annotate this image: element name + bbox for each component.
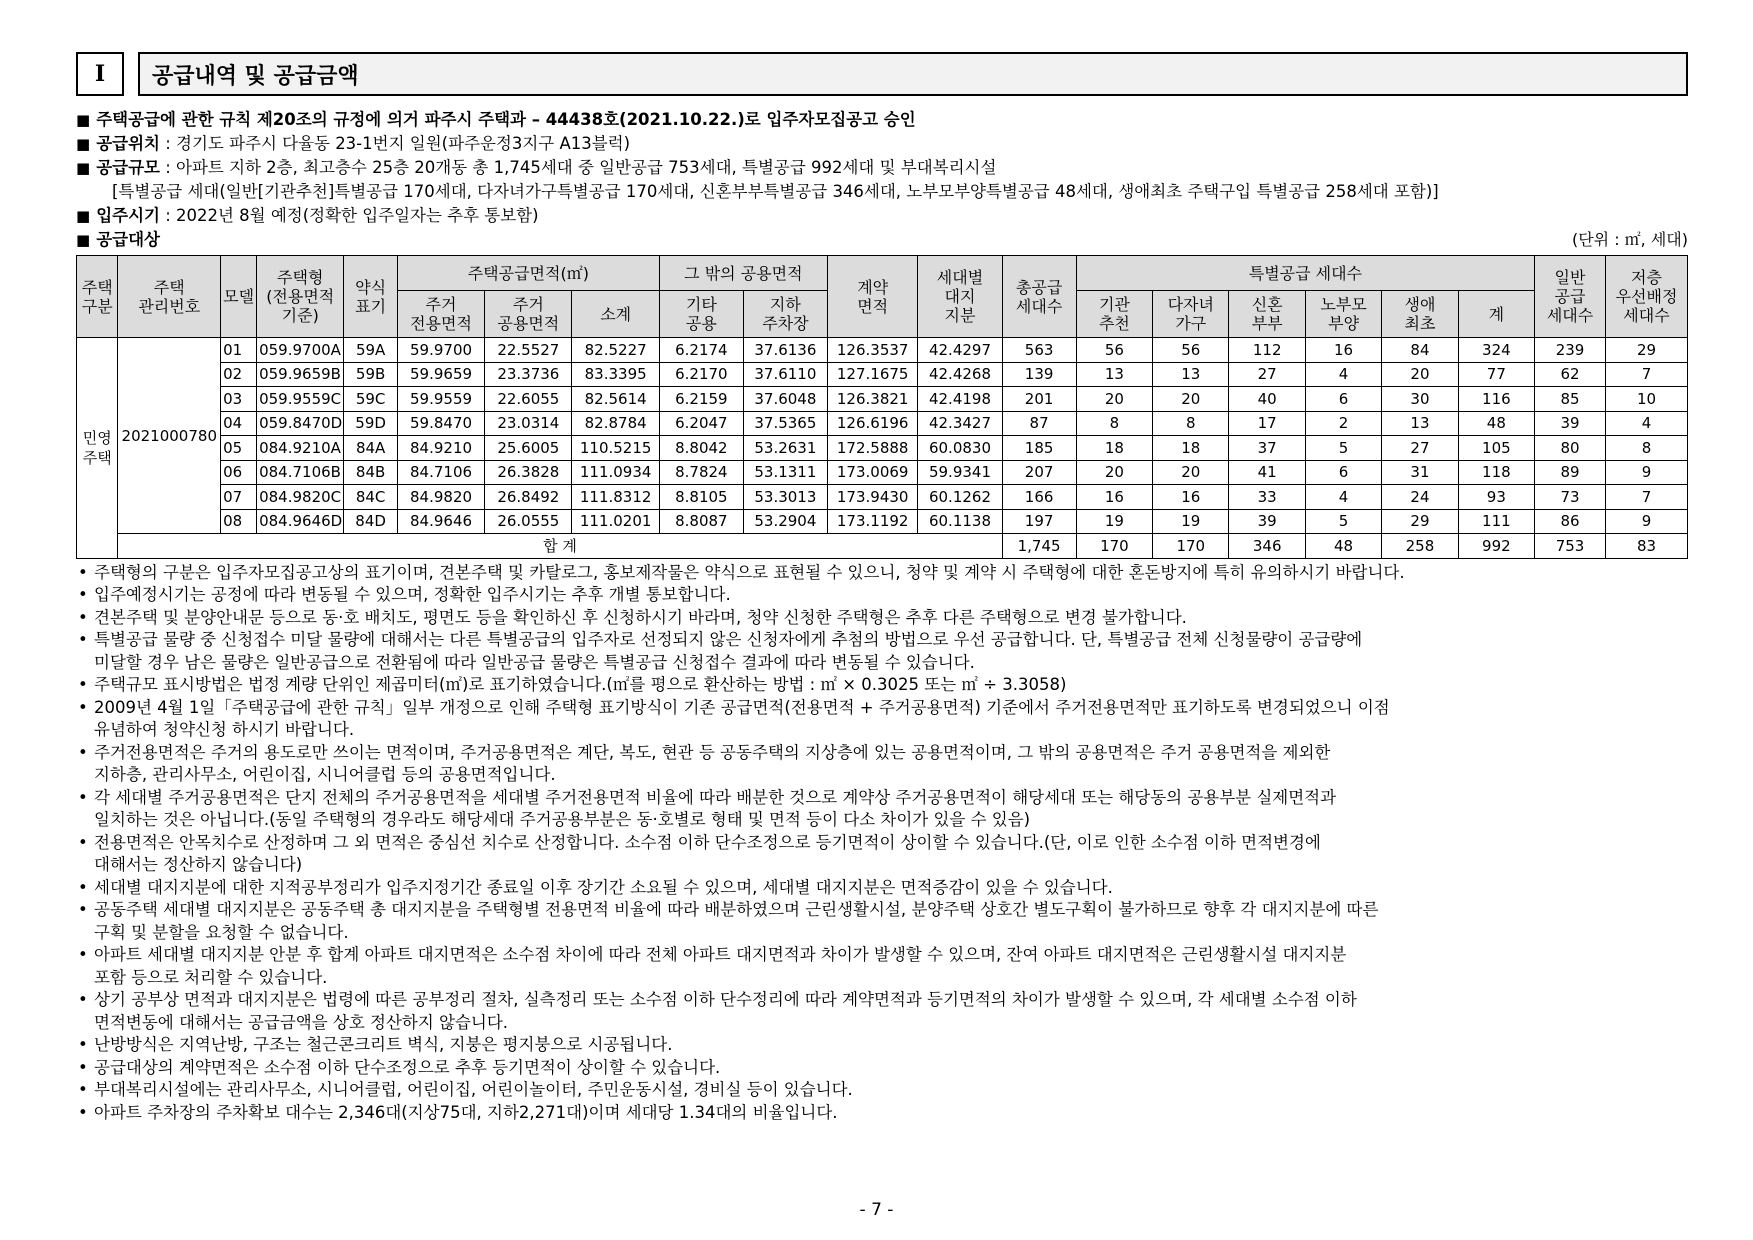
table-cell: 8.8105 — [659, 485, 743, 510]
table-cell: 37.5365 — [743, 411, 827, 436]
note-item: • 2009년 4월 1일「주택공급에 관한 규칙」일부 개정으로 인해 주택형 표기방식이 기존 공급면적(전용면적 + 주거공용면적) 기준에서 주거전용면적만 표기하도록 변경되었으니 이점 유념하여 청약신청 하시기 바랍니다. — [76, 697, 1688, 742]
table-cell: 166 — [1002, 485, 1076, 510]
table-cell: 13 — [1076, 362, 1152, 387]
table-cell: 59.9341 — [918, 460, 1002, 485]
table-cell: 30 — [1382, 387, 1458, 412]
table-cell: 6.2159 — [659, 387, 743, 412]
table-cell: 59B — [344, 362, 397, 387]
table-cell: 126.6196 — [827, 411, 918, 436]
supply-table — [76, 255, 1688, 559]
note-item: • 주택형의 구분은 입주자모집공고상의 표기이며, 견본주택 및 카탈로그, 홍보제작물은 약식으로 표현될 수 있으니, 청약 및 계약 시 주택형에 대한 혼돈방지에 특히 유의하시기 바랍니다. — [76, 562, 1688, 585]
total-cell: 992 — [1458, 534, 1534, 559]
table-cell: 29 — [1605, 338, 1687, 363]
table-cell: 111.0934 — [572, 460, 659, 485]
section-number: I — [76, 52, 124, 96]
table-cell: 27 — [1382, 436, 1458, 461]
header-total-supply: 총공급 세대수 — [1002, 256, 1076, 338]
header-model: 모델 — [221, 256, 257, 338]
table-cell: 53.1311 — [743, 460, 827, 485]
table-cell: 59C — [344, 387, 397, 412]
table-row — [77, 387, 1688, 412]
table-cell: 37 — [1229, 436, 1305, 461]
summary-scale — [76, 156, 1688, 180]
table-cell: 127.1675 — [827, 362, 918, 387]
unit-note: (단위 : ㎡, 세대) — [1571, 230, 1688, 249]
table-cell: 16 — [1305, 338, 1381, 363]
table-cell: 60.0830 — [918, 436, 1002, 461]
table-cell: 26.3828 — [485, 460, 572, 485]
notes-list — [76, 562, 1688, 1125]
table-cell: 8 — [1153, 411, 1229, 436]
table-cell: 20 — [1076, 460, 1152, 485]
summary-location — [76, 132, 1688, 156]
page-number: - 7 - — [859, 1200, 894, 1220]
summary-approval — [76, 108, 1688, 132]
table-cell: 4 — [1305, 362, 1381, 387]
header-excl: 주거 전용면적 — [397, 291, 484, 338]
table-cell: 13 — [1153, 362, 1229, 387]
table-cell: 111.8312 — [572, 485, 659, 510]
header-house-type: 주택 구분 — [77, 256, 118, 338]
table-body — [77, 338, 1688, 559]
note-item: • 난방방식은 지역난방, 구조는 철근콘크리트 벽식, 지붕은 평지붕으로 시공됩니다. — [76, 1034, 1688, 1057]
header-other-area: 그 밖의 공용면적 — [659, 256, 827, 291]
document-page — [76, 52, 1688, 1124]
header-low-floor: 저층 우선배정 세대수 — [1605, 256, 1687, 338]
table-cell: 48 — [1458, 411, 1534, 436]
header-parking: 지하 주차장 — [743, 291, 827, 338]
table-cell: 53.3013 — [743, 485, 827, 510]
table-cell: 7 — [1605, 485, 1687, 510]
table-cell: 93 — [1458, 485, 1534, 510]
table-cell: 118 — [1458, 460, 1534, 485]
table-cell: 9 — [1605, 509, 1687, 534]
table-cell: 04 — [221, 411, 257, 436]
table-cell: 126.3821 — [827, 387, 918, 412]
table-cell: 56 — [1153, 338, 1229, 363]
table-cell: 53.2631 — [743, 436, 827, 461]
table-cell: 111.0201 — [572, 509, 659, 534]
table-cell: 27 — [1229, 362, 1305, 387]
header-multi: 다자녀 가구 — [1153, 291, 1229, 338]
table-cell: 19 — [1153, 509, 1229, 534]
total-cell: 83 — [1605, 534, 1687, 559]
table-cell: 60.1138 — [918, 509, 1002, 534]
table-row — [77, 436, 1688, 461]
table-cell: 059.9700A — [257, 338, 344, 363]
table-row — [77, 509, 1688, 534]
table-cell: 8.7824 — [659, 460, 743, 485]
table-cell: 03 — [221, 387, 257, 412]
total-row — [77, 534, 1688, 559]
table-cell: 59.9559 — [397, 387, 484, 412]
total-cell: 170 — [1076, 534, 1152, 559]
table-row — [77, 485, 1688, 510]
table-header-row — [77, 256, 1688, 291]
table-cell: 59A — [344, 338, 397, 363]
table-cell: 22.5527 — [485, 338, 572, 363]
header-subtotal: 소계 — [572, 291, 659, 338]
header-sp-sum: 계 — [1458, 291, 1534, 338]
table-cell: 24 — [1382, 485, 1458, 510]
table-cell: 82.5227 — [572, 338, 659, 363]
table-cell: 084.9820C — [257, 485, 344, 510]
table-cell: 18 — [1153, 436, 1229, 461]
table-cell: 105 — [1458, 436, 1534, 461]
total-cell: 258 — [1382, 534, 1458, 559]
table-row — [77, 362, 1688, 387]
summary-movein — [76, 204, 1688, 228]
table-cell: 16 — [1076, 485, 1152, 510]
table-cell: 59D — [344, 411, 397, 436]
table-cell: 173.0069 — [827, 460, 918, 485]
header-general: 일반 공급 세대수 — [1535, 256, 1606, 338]
note-item: • 상기 공부상 면적과 대지지분은 법령에 따른 공부정리 절차, 실측정리 또는 소수점 이하 단수정리에 따라 계약면적과 등기면적의 차이가 발생할 수 있으며, 각 세대별 소수점 이하 면적변동에 대해서는 공급금액을 상호 정산하지 않습니다. — [76, 989, 1688, 1034]
total-cell: 753 — [1535, 534, 1606, 559]
table-cell: 41 — [1229, 460, 1305, 485]
mgmt-no-cell: 2021000780 — [118, 338, 221, 534]
table-cell: 42.4297 — [918, 338, 1002, 363]
movein-value: : 2022년 8월 예정(정확한 입주일자는 추후 통보함) — [159, 206, 539, 225]
table-cell: 26.8492 — [485, 485, 572, 510]
header-elder: 노부모 부양 — [1305, 291, 1381, 338]
table-cell: 53.2904 — [743, 509, 827, 534]
scale-value: : 아파트 지하 2층, 최고층수 25층 20개동 총 1,745세대 중 일반공급 753세대, 특별공급 992세대 및 부대복리시설 — [159, 158, 997, 177]
total-cell: 346 — [1229, 534, 1305, 559]
table-cell: 40 — [1229, 387, 1305, 412]
summary-target — [76, 228, 1688, 252]
note-item: • 세대별 대지지분에 대한 지적공부정리가 입주지정기간 종료일 이후 장기간 소요될 수 있으며, 세대별 대지지분은 면적증감이 있을 수 있습니다. — [76, 877, 1688, 900]
table-cell: 37.6136 — [743, 338, 827, 363]
table-cell: 84C — [344, 485, 397, 510]
summary-block — [76, 108, 1688, 252]
table-cell: 6.2047 — [659, 411, 743, 436]
table-cell: 42.4268 — [918, 362, 1002, 387]
table-cell: 07 — [221, 485, 257, 510]
table-cell: 73 — [1535, 485, 1606, 510]
table-cell: 89 — [1535, 460, 1606, 485]
table-cell: 59.9659 — [397, 362, 484, 387]
table-cell: 084.9210A — [257, 436, 344, 461]
table-cell: 16 — [1153, 485, 1229, 510]
note-item: • 입주예정시기는 공정에 따라 변동될 수 있으며, 정확한 입주시기는 추후 개별 통보합니다. — [76, 584, 1688, 607]
approval-text: 주택공급에 관한 규칙 제20조의 규정에 의거 파주시 주택과 – 44438호(2021.10.22.)로 입주자모집공고 승인 — [96, 110, 916, 129]
total-cell: 1,745 — [1002, 534, 1076, 559]
table-cell: 60.1262 — [918, 485, 1002, 510]
table-cell: 23.3736 — [485, 362, 572, 387]
note-item: • 부대복리시설에는 관리사무소, 시니어클럽, 어린이집, 어린이놀이터, 주민운동시설, 경비실 등이 있습니다. — [76, 1079, 1688, 1102]
table-cell: 18 — [1076, 436, 1152, 461]
table-cell: 31 — [1382, 460, 1458, 485]
note-item: • 주거전용면적은 주거의 용도로만 쓰이는 면적이며, 주거공용면적은 계단, 복도, 현관 등 공동주택의 지상층에 있는 공용면적이며, 그 밖의 공용면적은 주거 공용면적을 제외한 지하층, 관리사무소, 어린이집, 시니어클럽 등의 공용면적입니다. — [76, 742, 1688, 787]
table-cell: 59.8470 — [397, 411, 484, 436]
table-cell: 185 — [1002, 436, 1076, 461]
table-cell: 4 — [1605, 411, 1687, 436]
table-cell: 80 — [1535, 436, 1606, 461]
table-cell: 116 — [1458, 387, 1534, 412]
table-cell: 173.9430 — [827, 485, 918, 510]
note-item: • 전용면적은 안목치수로 산정하며 그 외 면적은 중심선 치수로 산정합니다. 소수점 이하 단수조정으로 등기면적이 상이할 수 있습니다.(단, 이로 인한 소수점 이하 면적변경에 대해서는 정산하지 않습니다) — [76, 832, 1688, 877]
table-cell: 197 — [1002, 509, 1076, 534]
square-bullet-icon: ■ — [76, 111, 91, 129]
table-cell: 02 — [221, 362, 257, 387]
section-header — [76, 52, 1688, 96]
table-cell: 42.3427 — [918, 411, 1002, 436]
table-cell: 059.8470D — [257, 411, 344, 436]
table-cell: 77 — [1458, 362, 1534, 387]
table-cell: 23.0314 — [485, 411, 572, 436]
table-cell: 172.5888 — [827, 436, 918, 461]
table-cell: 84B — [344, 460, 397, 485]
header-contract: 계약 면적 — [827, 256, 918, 338]
table-cell: 59.9700 — [397, 338, 484, 363]
table-cell: 84.9210 — [397, 436, 484, 461]
table-cell: 059.9559C — [257, 387, 344, 412]
table-cell: 084.7106B — [257, 460, 344, 485]
table-cell: 37.6110 — [743, 362, 827, 387]
table-cell: 84 — [1382, 338, 1458, 363]
table-cell: 39 — [1229, 509, 1305, 534]
table-cell: 173.1192 — [827, 509, 918, 534]
table-cell: 6.2174 — [659, 338, 743, 363]
table-cell: 324 — [1458, 338, 1534, 363]
table-cell: 10 — [1605, 387, 1687, 412]
movein-label: 입주시기 — [96, 206, 160, 225]
table-cell: 39 — [1535, 411, 1606, 436]
table-cell: 84D — [344, 509, 397, 534]
header-etc-common: 기타 공용 — [659, 291, 743, 338]
table-cell: 084.9646D — [257, 509, 344, 534]
square-bullet-icon: ■ — [76, 231, 91, 249]
section-title: 공급내역 및 공급금액 — [138, 52, 1688, 96]
header-special: 특별공급 세대수 — [1076, 256, 1534, 291]
table-cell: 5 — [1305, 436, 1381, 461]
table-cell: 20 — [1153, 460, 1229, 485]
table-cell: 2 — [1305, 411, 1381, 436]
table-cell: 20 — [1076, 387, 1152, 412]
table-cell: 08 — [221, 509, 257, 534]
table-row — [77, 411, 1688, 436]
table-cell: 110.5215 — [572, 436, 659, 461]
note-item: • 주택규모 표시방법은 법정 계량 단위인 제곱미터(㎡)로 표기하였습니다.(㎡를 평으로 환산하는 방법 : ㎡ × 0.3025 또는 ㎡ ÷ 3.3058) — [76, 674, 1688, 697]
header-newly: 신혼 부부 — [1229, 291, 1305, 338]
table-cell: 563 — [1002, 338, 1076, 363]
note-item: • 특별공급 물량 중 신청접수 미달 물량에 대해서는 다른 특별공급의 입주자로 선정되지 않은 신청자에게 추첨의 방법으로 우선 공급합니다. 단, 특별공급 전체 신청물량이 공급량에 미달할 경우 남은 물량은 일반공급으로 전환됨에 따라 일반공급 물량은 특별공급 신청접수 결과에 따라 변동될 수 있습니다. — [76, 629, 1688, 674]
table-row — [77, 460, 1688, 485]
square-bullet-icon: ■ — [76, 159, 91, 177]
table-cell: 29 — [1382, 509, 1458, 534]
note-item: • 아파트 주차장의 주차확보 대수는 2,346대(지상75대, 지하2,271대)이며 세대당 1.34대의 비율입니다. — [76, 1102, 1688, 1125]
header-first: 생애 최초 — [1382, 291, 1458, 338]
table-cell: 126.3537 — [827, 338, 918, 363]
note-item: • 아파트 세대별 대지지분 안분 후 합계 아파트 대지면적은 소수점 차이에 따라 전체 아파트 대지면적과 차이가 발생할 수 있으며, 잔여 아파트 대지면적은 근린생활시설 대지지분 포함 등으로 처리할 수 있습니다. — [76, 944, 1688, 989]
table-cell: 5 — [1305, 509, 1381, 534]
scale-detail: [특별공급 세대(일반[기관추천]특별공급 170세대, 다자녀가구특별공급 170세대, 신혼부부특별공급 346세대, 노부모부양특별공급 48세대, 생애최초 주택구입 특별공급 258세대 포함)] — [112, 182, 1439, 201]
table-cell: 6 — [1305, 387, 1381, 412]
table-cell: 20 — [1153, 387, 1229, 412]
table-cell: 17 — [1229, 411, 1305, 436]
header-supply-area: 주택공급면적(㎡) — [397, 256, 659, 291]
header-mgmt-no: 주택 관리번호 — [118, 256, 221, 338]
table-cell: 85 — [1535, 387, 1606, 412]
table-cell: 86 — [1535, 509, 1606, 534]
table-cell: 112 — [1229, 338, 1305, 363]
table-cell: 059.9659B — [257, 362, 344, 387]
note-item: • 각 세대별 주거공용면적은 단지 전체의 주거공용면적을 세대별 주거전용면적 비율에 따라 배분한 것으로 계약상 주거공용면적이 해당세대 또는 해당동의 공용부분 실제면적과 일치하는 것은 아닙니다.(동일 주택형의 경우라도 해당세대 주거공용부분은 동·호별로 형태 및 면적 등이 다소 차이가 있을 수 있음) — [76, 787, 1688, 832]
table-cell: 05 — [221, 436, 257, 461]
scale-label: 공급규모 — [96, 158, 160, 177]
table-cell: 7 — [1605, 362, 1687, 387]
table-cell: 20 — [1382, 362, 1458, 387]
table-cell: 8.8087 — [659, 509, 743, 534]
square-bullet-icon: ■ — [76, 135, 91, 153]
table-cell: 139 — [1002, 362, 1076, 387]
table-cell: 84.9820 — [397, 485, 484, 510]
house-type-cell: 민영 주택 — [77, 338, 118, 559]
target-label: 공급대상 — [96, 230, 160, 249]
table-cell: 8.8042 — [659, 436, 743, 461]
table-cell: 6.2170 — [659, 362, 743, 387]
table-cell: 37.6048 — [743, 387, 827, 412]
table-cell: 9 — [1605, 460, 1687, 485]
table-cell: 82.8784 — [572, 411, 659, 436]
table-cell: 82.5614 — [572, 387, 659, 412]
note-item: • 공동주택 세대별 대지지분은 공동주택 총 대지지분을 주택형별 전용면적 비율에 따라 배분하였으며 근린생활시설, 분양주택 상호간 별도구획이 불가하므로 향후 각 대지지분에 따른 구획 및 분할을 요청할 수 없습니다. — [76, 899, 1688, 944]
header-type: 주택형 (전용면적 기준) — [257, 256, 344, 338]
table-cell: 207 — [1002, 460, 1076, 485]
square-bullet-icon: ■ — [76, 207, 91, 225]
header-short: 약식 표기 — [344, 256, 397, 338]
table-cell: 84A — [344, 436, 397, 461]
total-cell: 170 — [1153, 534, 1229, 559]
table-cell: 19 — [1076, 509, 1152, 534]
table-cell: 201 — [1002, 387, 1076, 412]
table-cell: 01 — [221, 338, 257, 363]
table-cell: 239 — [1535, 338, 1606, 363]
note-item: • 견본주택 및 분양안내문 등으로 동·호 배치도, 평면도 등을 확인하신 후 신청하시기 바라며, 청약 신청한 주택형은 추후 다른 주택형으로 변경 불가합니다. — [76, 607, 1688, 630]
table-row — [77, 338, 1688, 363]
location-value: : 경기도 파주시 다율동 23-1번지 일원(파주운정3지구 A13블럭) — [159, 134, 631, 153]
table-cell: 13 — [1382, 411, 1458, 436]
table-cell: 83.3395 — [572, 362, 659, 387]
table-cell: 06 — [221, 460, 257, 485]
note-item: • 공급대상의 계약면적은 소수점 이하 단수조정으로 추후 등기면적이 상이할 수 있습니다. — [76, 1057, 1688, 1080]
header-common: 주거 공용면적 — [485, 291, 572, 338]
table-cell: 42.4198 — [918, 387, 1002, 412]
table-cell: 33 — [1229, 485, 1305, 510]
table-cell: 22.6055 — [485, 387, 572, 412]
table-cell: 84.9646 — [397, 509, 484, 534]
header-land: 세대별 대지 지분 — [918, 256, 1002, 338]
table-cell: 25.6005 — [485, 436, 572, 461]
table-cell: 111 — [1458, 509, 1534, 534]
total-cell: 48 — [1305, 534, 1381, 559]
table-cell: 8 — [1605, 436, 1687, 461]
table-cell: 87 — [1002, 411, 1076, 436]
table-cell: 56 — [1076, 338, 1152, 363]
table-cell: 4 — [1305, 485, 1381, 510]
total-label: 합 계 — [118, 534, 1002, 559]
location-label: 공급위치 — [96, 134, 160, 153]
header-inst: 기관 추천 — [1076, 291, 1152, 338]
table-cell: 26.0555 — [485, 509, 572, 534]
table-cell: 6 — [1305, 460, 1381, 485]
table-cell: 8 — [1076, 411, 1152, 436]
table-cell: 84.7106 — [397, 460, 484, 485]
table-cell: 62 — [1535, 362, 1606, 387]
